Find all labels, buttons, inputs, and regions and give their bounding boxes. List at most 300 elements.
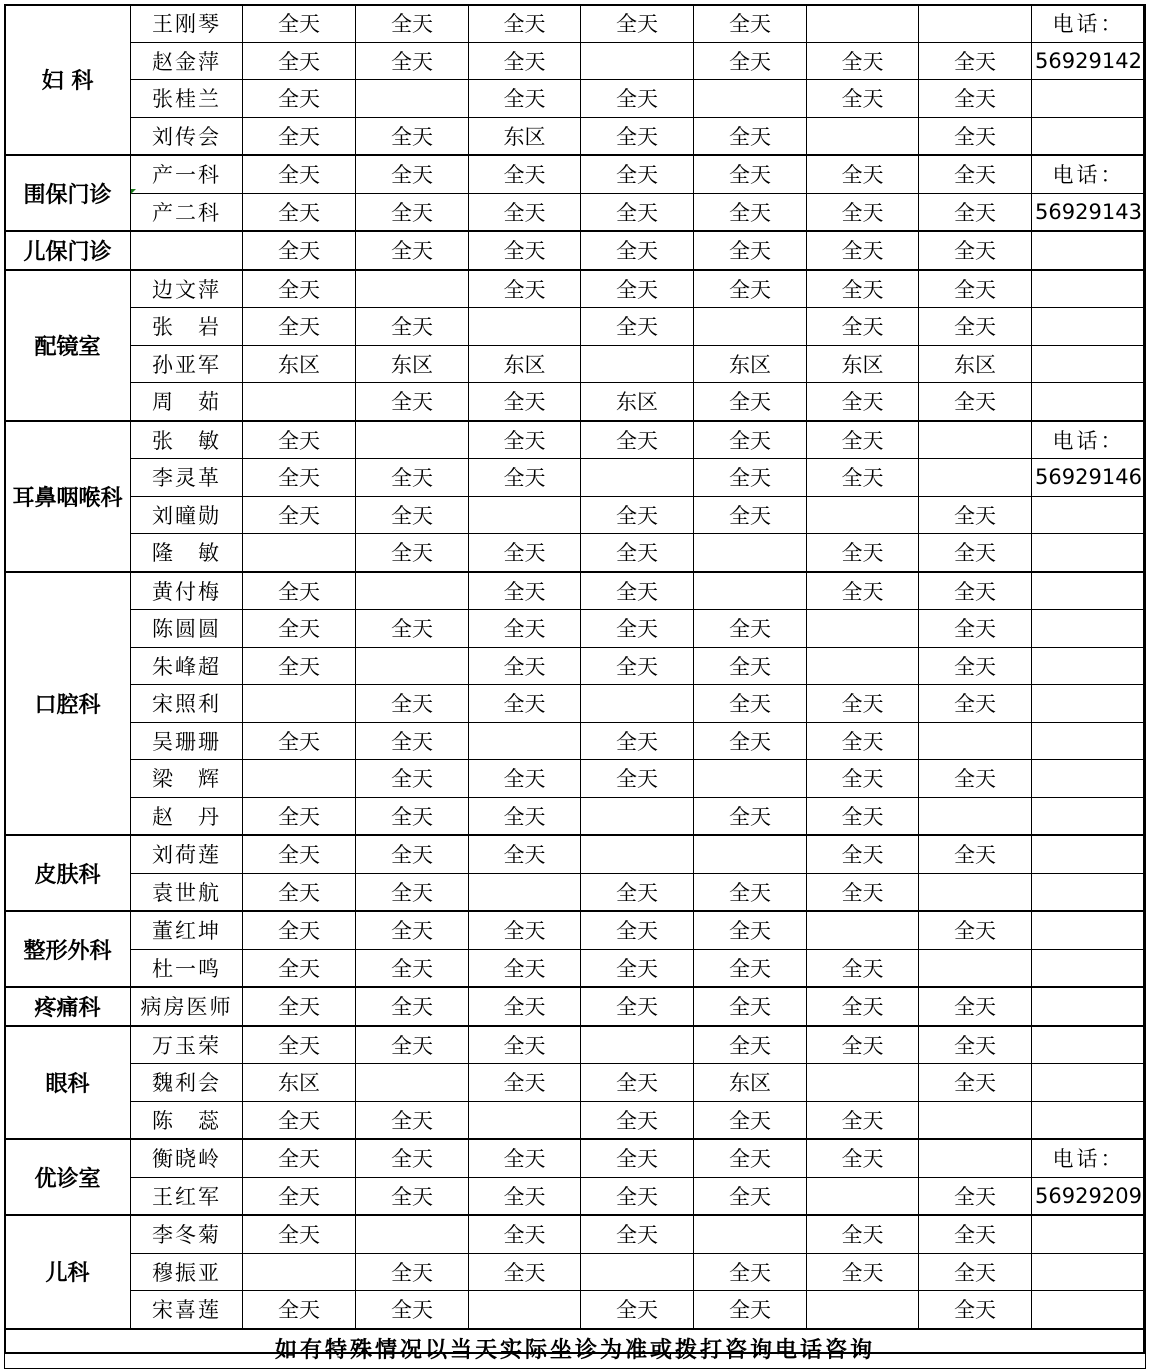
schedule-cell: 全天 xyxy=(469,459,581,497)
table-row xyxy=(5,1253,1146,1291)
table-row xyxy=(5,155,1146,193)
schedule-cell: 全天 xyxy=(694,1253,807,1291)
schedule-cell: 全天 xyxy=(243,1139,356,1177)
schedule-cell: 全天 xyxy=(581,193,694,231)
phone-cell: 56929146 xyxy=(1032,459,1146,497)
schedule-cell xyxy=(807,647,919,685)
schedule-cell: 全天 xyxy=(356,155,469,193)
doctor-name-cell: 刘荷莲 xyxy=(131,835,243,873)
schedule-cell: 全天 xyxy=(469,610,581,648)
schedule-cell: 全天 xyxy=(469,1253,581,1291)
schedule-cell: 全天 xyxy=(581,1291,694,1329)
table-row xyxy=(5,496,1146,534)
schedule-cell: 全天 xyxy=(807,797,919,835)
schedule-cell: 全天 xyxy=(694,193,807,231)
schedule-cell: 全天 xyxy=(356,873,469,911)
schedule-cell: 全天 xyxy=(581,80,694,118)
schedule-cell: 全天 xyxy=(356,496,469,534)
schedule-cell xyxy=(469,496,581,534)
doctor-name-cell: 产二科 xyxy=(131,193,243,231)
footer-row xyxy=(5,1329,1146,1369)
department-cell: 妇 科 xyxy=(5,5,131,156)
schedule-cell: 全天 xyxy=(356,193,469,231)
schedule-cell: 全天 xyxy=(919,647,1032,685)
schedule-cell xyxy=(469,1291,581,1329)
phone-cell xyxy=(1032,572,1146,610)
schedule-cell: 全天 xyxy=(469,421,581,459)
schedule-cell: 全天 xyxy=(581,949,694,987)
schedule-cell: 全天 xyxy=(919,42,1032,80)
phone-cell xyxy=(1032,835,1146,873)
schedule-cell: 全天 xyxy=(807,42,919,80)
schedule-cell: 全天 xyxy=(807,987,919,1026)
schedule-cell: 全天 xyxy=(919,610,1032,648)
schedule-cell xyxy=(469,308,581,346)
schedule-cell: 全天 xyxy=(919,155,1032,193)
phone-cell: 电话： xyxy=(1032,421,1146,459)
schedule-cell: 全天 xyxy=(919,1291,1032,1329)
schedule-cell: 全天 xyxy=(243,873,356,911)
schedule-cell: 全天 xyxy=(581,1139,694,1177)
schedule-cell: 全天 xyxy=(807,193,919,231)
doctor-name-cell: 刘曈勋 xyxy=(131,496,243,534)
doctor-name-cell: 魏利会 xyxy=(131,1064,243,1102)
phone-cell xyxy=(1032,1253,1146,1291)
table-row xyxy=(5,270,1146,308)
doctor-name-cell: 黄付梅 xyxy=(131,572,243,610)
schedule-cell: 全天 xyxy=(469,231,581,270)
schedule-cell: 全天 xyxy=(581,1064,694,1102)
schedule-cell: 东区 xyxy=(243,345,356,383)
schedule-cell: 全天 xyxy=(581,610,694,648)
schedule-cell xyxy=(356,647,469,685)
schedule-cell: 全天 xyxy=(356,949,469,987)
schedule-cell: 全天 xyxy=(807,722,919,760)
schedule-cell xyxy=(919,421,1032,459)
schedule-cell: 全天 xyxy=(243,459,356,497)
schedule-cell xyxy=(581,1026,694,1064)
schedule-cell: 全天 xyxy=(694,685,807,723)
schedule-cell: 全天 xyxy=(694,1101,807,1139)
phone-cell xyxy=(1032,911,1146,949)
schedule-cell: 全天 xyxy=(356,685,469,723)
table-row xyxy=(5,647,1146,685)
schedule-cell: 全天 xyxy=(919,1064,1032,1102)
doctor-name-cell: 周 茹 xyxy=(131,383,243,421)
schedule-cell: 全天 xyxy=(807,231,919,270)
schedule-cell: 全天 xyxy=(581,911,694,949)
table-row xyxy=(5,1291,1146,1329)
schedule-cell: 东区 xyxy=(356,345,469,383)
table-row xyxy=(5,5,1146,43)
schedule-cell: 全天 xyxy=(469,1139,581,1177)
doctor-name-cell: 边文萍 xyxy=(131,270,243,308)
table-row xyxy=(5,1139,1146,1177)
department-cell: 眼科 xyxy=(5,1026,131,1140)
schedule-cell: 全天 xyxy=(356,1177,469,1215)
department-cell: 整形外科 xyxy=(5,911,131,987)
schedule-cell: 全天 xyxy=(694,1177,807,1215)
phone-cell xyxy=(1032,1215,1146,1253)
schedule-cell: 全天 xyxy=(356,1139,469,1177)
schedule-cell: 全天 xyxy=(694,421,807,459)
schedule-cell: 东区 xyxy=(919,345,1032,383)
schedule-cell: 全天 xyxy=(581,231,694,270)
schedule-cell: 全天 xyxy=(919,1177,1032,1215)
schedule-cell: 全天 xyxy=(243,1177,356,1215)
schedule-cell: 全天 xyxy=(919,1215,1032,1253)
phone-cell xyxy=(1032,1064,1146,1102)
schedule-cell: 全天 xyxy=(581,5,694,43)
schedule-cell xyxy=(807,117,919,155)
schedule-cell xyxy=(807,911,919,949)
schedule-cell: 全天 xyxy=(469,5,581,43)
schedule-cell xyxy=(356,80,469,118)
schedule-cell: 全天 xyxy=(694,1139,807,1177)
table-row xyxy=(5,610,1146,648)
doctor-name-cell: 李冬菊 xyxy=(131,1215,243,1253)
schedule-cell: 全天 xyxy=(469,1026,581,1064)
schedule-cell xyxy=(694,80,807,118)
schedule-cell: 全天 xyxy=(356,1291,469,1329)
schedule-cell: 全天 xyxy=(807,80,919,118)
schedule-cell: 全天 xyxy=(694,722,807,760)
phone-cell xyxy=(1032,383,1146,421)
table-row xyxy=(5,383,1146,421)
table-row xyxy=(5,797,1146,835)
table-row xyxy=(5,231,1146,270)
table-row xyxy=(5,534,1146,572)
schedule-cell: 全天 xyxy=(469,1177,581,1215)
schedule-cell: 全天 xyxy=(919,1026,1032,1064)
schedule-cell xyxy=(356,421,469,459)
schedule-cell: 全天 xyxy=(694,1291,807,1329)
schedule-cell: 全天 xyxy=(469,270,581,308)
outpatient-schedule-table xyxy=(4,4,1146,1369)
table-row xyxy=(5,42,1146,80)
schedule-cell: 全天 xyxy=(469,572,581,610)
schedule-cell: 全天 xyxy=(469,42,581,80)
schedule-cell: 全天 xyxy=(243,496,356,534)
doctor-name-cell: 董红坤 xyxy=(131,911,243,949)
schedule-cell: 全天 xyxy=(243,722,356,760)
table-row xyxy=(5,308,1146,346)
table-row xyxy=(5,911,1146,949)
schedule-cell: 全天 xyxy=(694,383,807,421)
schedule-cell: 全天 xyxy=(807,835,919,873)
schedule-cell xyxy=(243,383,356,421)
schedule-cell: 全天 xyxy=(356,1253,469,1291)
department-cell: 配镜室 xyxy=(5,270,131,421)
schedule-cell: 全天 xyxy=(694,873,807,911)
doctor-name-cell: 杜一鸣 xyxy=(131,949,243,987)
schedule-cell: 全天 xyxy=(243,987,356,1026)
schedule-cell: 全天 xyxy=(581,873,694,911)
schedule-cell xyxy=(243,1253,356,1291)
schedule-cell: 全天 xyxy=(919,911,1032,949)
schedule-cell xyxy=(807,1064,919,1102)
schedule-cell xyxy=(356,1064,469,1102)
schedule-cell: 全天 xyxy=(243,572,356,610)
doctor-name-cell: 赵 丹 xyxy=(131,797,243,835)
department-cell: 优诊室 xyxy=(5,1139,131,1215)
schedule-cell: 全天 xyxy=(919,193,1032,231)
schedule-cell: 全天 xyxy=(243,949,356,987)
schedule-cell: 全天 xyxy=(694,270,807,308)
schedule-cell: 全天 xyxy=(807,155,919,193)
table-row xyxy=(5,722,1146,760)
schedule-cell: 全天 xyxy=(469,155,581,193)
doctor-name-cell: 产一科 xyxy=(131,155,243,193)
schedule-cell xyxy=(243,534,356,572)
phone-cell xyxy=(1032,722,1146,760)
schedule-cell: 全天 xyxy=(919,383,1032,421)
schedule-cell: 全天 xyxy=(243,155,356,193)
schedule-cell: 全天 xyxy=(356,722,469,760)
schedule-cell: 全天 xyxy=(581,987,694,1026)
schedule-cell: 东区 xyxy=(469,117,581,155)
schedule-cell: 东区 xyxy=(694,345,807,383)
schedule-cell xyxy=(694,572,807,610)
schedule-cell xyxy=(581,42,694,80)
schedule-cell: 全天 xyxy=(243,270,356,308)
phone-cell xyxy=(1032,685,1146,723)
table-row xyxy=(5,572,1146,610)
doctor-name-cell: 隆 敏 xyxy=(131,534,243,572)
department-cell: 围保门诊 xyxy=(5,155,131,231)
schedule-cell: 全天 xyxy=(469,647,581,685)
table-row xyxy=(5,421,1146,459)
schedule-cell xyxy=(581,685,694,723)
phone-cell xyxy=(1032,308,1146,346)
doctor-name-cell: 穆振亚 xyxy=(131,1253,243,1291)
schedule-cell xyxy=(581,345,694,383)
schedule-cell: 全天 xyxy=(807,949,919,987)
phone-cell xyxy=(1032,949,1146,987)
schedule-cell: 全天 xyxy=(694,797,807,835)
schedule-cell xyxy=(919,1101,1032,1139)
doctor-name-cell: 陈 蕊 xyxy=(131,1101,243,1139)
schedule-cell: 全天 xyxy=(581,1177,694,1215)
doctor-name-cell: 王红军 xyxy=(131,1177,243,1215)
schedule-cell xyxy=(581,1253,694,1291)
schedule-cell: 全天 xyxy=(356,610,469,648)
schedule-body xyxy=(5,5,1146,1329)
schedule-cell: 全天 xyxy=(356,383,469,421)
table-row xyxy=(5,685,1146,723)
footer-note: 如有特殊情况以当天实际坐诊为准或拨打咨询电话咨询 xyxy=(5,1329,1146,1369)
schedule-cell: 全天 xyxy=(469,193,581,231)
schedule-cell: 全天 xyxy=(469,797,581,835)
schedule-cell: 全天 xyxy=(694,1026,807,1064)
phone-cell xyxy=(1032,80,1146,118)
schedule-cell: 全天 xyxy=(807,1139,919,1177)
doctor-name-cell: 赵金萍 xyxy=(131,42,243,80)
schedule-cell: 全天 xyxy=(919,835,1032,873)
schedule-cell: 全天 xyxy=(694,911,807,949)
table-row xyxy=(5,1101,1146,1139)
schedule-cell: 全天 xyxy=(469,987,581,1026)
schedule-cell: 全天 xyxy=(807,1101,919,1139)
schedule-cell: 全天 xyxy=(694,987,807,1026)
doctor-name-cell: 梁 辉 xyxy=(131,760,243,798)
schedule-cell: 全天 xyxy=(243,80,356,118)
schedule-cell: 全天 xyxy=(469,949,581,987)
schedule-cell: 全天 xyxy=(469,1064,581,1102)
doctor-name-cell: 张 岩 xyxy=(131,308,243,346)
schedule-cell: 全天 xyxy=(581,270,694,308)
schedule-cell xyxy=(581,835,694,873)
phone-cell xyxy=(1032,1101,1146,1139)
schedule-cell: 全天 xyxy=(243,421,356,459)
schedule-cell: 全天 xyxy=(807,873,919,911)
schedule-cell: 全天 xyxy=(581,722,694,760)
schedule-cell: 全天 xyxy=(469,383,581,421)
department-cell: 儿科 xyxy=(5,1215,131,1329)
schedule-cell: 全天 xyxy=(356,5,469,43)
schedule-cell: 全天 xyxy=(469,911,581,949)
schedule-cell: 全天 xyxy=(243,1101,356,1139)
phone-cell xyxy=(1032,797,1146,835)
schedule-cell xyxy=(694,308,807,346)
doctor-name-cell: 张 敏 xyxy=(131,421,243,459)
schedule-cell: 全天 xyxy=(356,911,469,949)
phone-cell xyxy=(1032,987,1146,1026)
table-row xyxy=(5,1177,1146,1215)
schedule-cell xyxy=(469,722,581,760)
schedule-cell: 全天 xyxy=(243,797,356,835)
schedule-cell: 全天 xyxy=(919,231,1032,270)
schedule-cell xyxy=(807,496,919,534)
schedule-cell xyxy=(243,685,356,723)
phone-cell xyxy=(1032,534,1146,572)
schedule-cell xyxy=(807,610,919,648)
schedule-cell xyxy=(919,949,1032,987)
schedule-cell: 全天 xyxy=(581,117,694,155)
phone-cell: 电话： xyxy=(1032,155,1146,193)
schedule-cell: 全天 xyxy=(694,42,807,80)
doctor-name-cell: 王刚琴 xyxy=(131,5,243,43)
schedule-cell xyxy=(694,835,807,873)
schedule-cell: 全天 xyxy=(694,117,807,155)
schedule-cell xyxy=(807,1291,919,1329)
schedule-cell: 全天 xyxy=(694,647,807,685)
doctor-name-cell: 朱峰超 xyxy=(131,647,243,685)
schedule-cell xyxy=(919,722,1032,760)
schedule-cell: 全天 xyxy=(807,1026,919,1064)
schedule-cell: 全天 xyxy=(243,1215,356,1253)
schedule-cell: 全天 xyxy=(469,685,581,723)
schedule-cell: 全天 xyxy=(581,647,694,685)
schedule-cell: 全天 xyxy=(356,534,469,572)
schedule-cell xyxy=(356,270,469,308)
schedule-cell xyxy=(581,459,694,497)
schedule-cell xyxy=(807,5,919,43)
schedule-cell: 全天 xyxy=(807,308,919,346)
schedule-cell: 全天 xyxy=(581,155,694,193)
schedule-cell: 东区 xyxy=(469,345,581,383)
schedule-cell: 全天 xyxy=(469,835,581,873)
schedule-cell: 全天 xyxy=(356,42,469,80)
schedule-cell: 全天 xyxy=(356,231,469,270)
schedule-cell: 全天 xyxy=(243,231,356,270)
schedule-cell: 全天 xyxy=(807,760,919,798)
schedule-cell: 全天 xyxy=(807,685,919,723)
phone-cell xyxy=(1032,610,1146,648)
schedule-cell: 全天 xyxy=(694,5,807,43)
schedule-cell: 全天 xyxy=(243,117,356,155)
doctor-name-cell: 衡晓岭 xyxy=(131,1139,243,1177)
schedule-cell: 全天 xyxy=(243,5,356,43)
schedule-cell: 全天 xyxy=(356,459,469,497)
doctor-name-cell: 张桂兰 xyxy=(131,80,243,118)
schedule-cell: 全天 xyxy=(243,1291,356,1329)
schedule-cell xyxy=(581,797,694,835)
phone-cell: 56929209 xyxy=(1032,1177,1146,1215)
schedule-cell: 全天 xyxy=(243,835,356,873)
table-row xyxy=(5,835,1146,873)
schedule-cell: 全天 xyxy=(356,835,469,873)
schedule-cell: 全天 xyxy=(919,270,1032,308)
doctor-name-cell: 病房医师 xyxy=(131,987,243,1026)
phone-cell xyxy=(1032,117,1146,155)
schedule-cell xyxy=(919,873,1032,911)
department-cell: 儿保门诊 xyxy=(5,231,131,270)
table-row xyxy=(5,117,1146,155)
doctor-name-cell: 刘传会 xyxy=(131,117,243,155)
department-cell: 口腔科 xyxy=(5,572,131,836)
schedule-cell: 全天 xyxy=(919,1253,1032,1291)
schedule-cell: 全天 xyxy=(919,80,1032,118)
doctor-name-cell: 宋照利 xyxy=(131,685,243,723)
phone-cell: 56929142 xyxy=(1032,42,1146,80)
schedule-cell: 全天 xyxy=(581,1215,694,1253)
schedule-cell xyxy=(919,1139,1032,1177)
schedule-cell: 全天 xyxy=(356,760,469,798)
schedule-cell: 全天 xyxy=(919,117,1032,155)
schedule-cell: 全天 xyxy=(469,760,581,798)
schedule-cell xyxy=(919,797,1032,835)
cell-comment-marker xyxy=(131,189,136,194)
schedule-cell xyxy=(919,459,1032,497)
department-cell: 皮肤科 xyxy=(5,835,131,911)
schedule-cell: 全天 xyxy=(243,308,356,346)
schedule-cell: 全天 xyxy=(243,42,356,80)
schedule-cell: 全天 xyxy=(581,496,694,534)
table-row xyxy=(5,80,1146,118)
schedule-cell: 全天 xyxy=(469,1215,581,1253)
schedule-cell: 东区 xyxy=(694,1064,807,1102)
schedule-cell: 全天 xyxy=(469,80,581,118)
schedule-cell: 全天 xyxy=(807,534,919,572)
schedule-cell: 全天 xyxy=(581,308,694,346)
table-row xyxy=(5,1215,1146,1253)
schedule-cell: 全天 xyxy=(919,987,1032,1026)
phone-cell xyxy=(1032,1291,1146,1329)
phone-cell xyxy=(1032,345,1146,383)
schedule-cell xyxy=(807,1177,919,1215)
phone-cell xyxy=(1032,873,1146,911)
schedule-cell: 全天 xyxy=(356,1101,469,1139)
schedule-cell xyxy=(356,1215,469,1253)
doctor-name-cell: 孙亚军 xyxy=(131,345,243,383)
schedule-cell xyxy=(356,572,469,610)
schedule-cell: 全天 xyxy=(243,647,356,685)
table-row xyxy=(5,1064,1146,1102)
schedule-cell: 全天 xyxy=(243,911,356,949)
schedule-cell: 全天 xyxy=(243,1026,356,1064)
doctor-name-cell: 吴珊珊 xyxy=(131,722,243,760)
